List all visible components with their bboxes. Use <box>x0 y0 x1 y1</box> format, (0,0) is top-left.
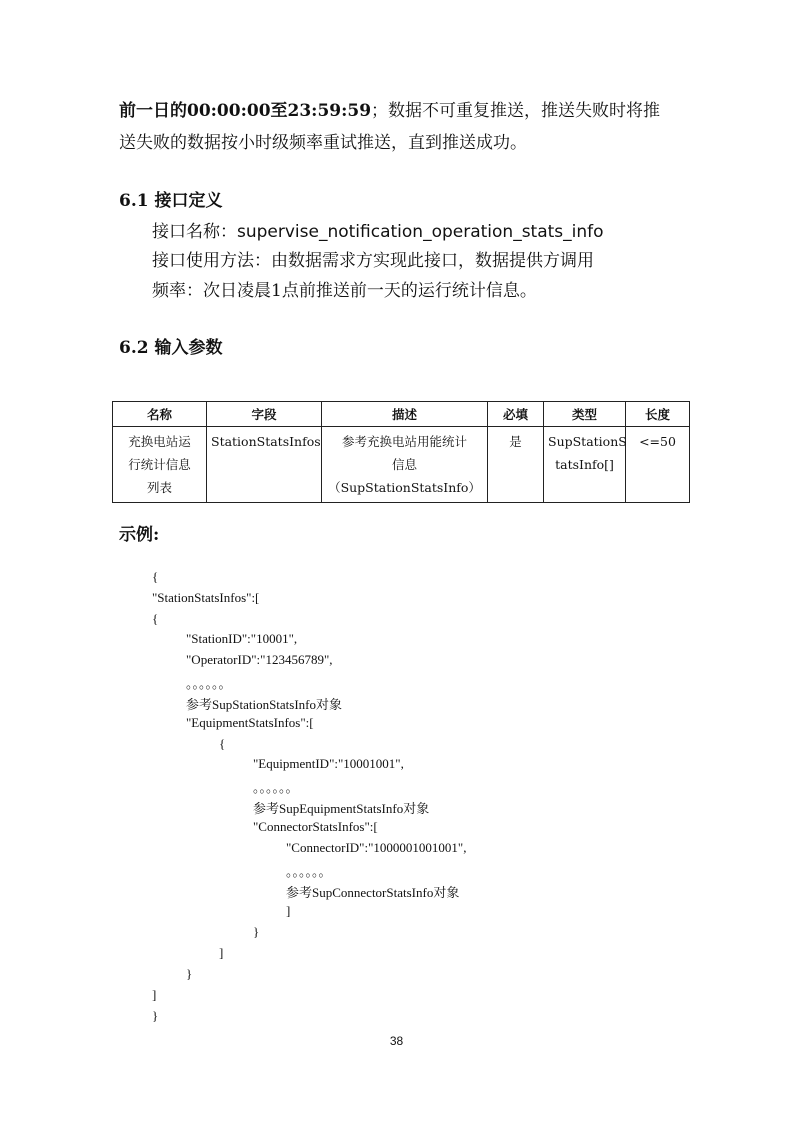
header-required: 必填 <box>488 402 544 427</box>
section-6-1-heading: 6.1 接口定义 <box>119 191 223 211</box>
cell-field: StationStatsInfos <box>207 427 322 503</box>
code-line: 参考SupStationStatsInfo对象 <box>186 697 343 712</box>
code-line: "ConnectorStatsInfos":[ <box>253 819 378 834</box>
code-line: } <box>152 1008 159 1023</box>
cell-description <box>322 427 488 503</box>
code-line: { <box>152 569 159 584</box>
code-line: { <box>152 611 159 626</box>
cell-type-line-2: tatsInfo[] <box>555 457 614 472</box>
code-line: "OperatorID":"123456789", <box>186 652 333 667</box>
interface-name-label: 接口名称： <box>152 222 237 242</box>
code-line: 。。。。。。 <box>286 864 332 879</box>
table-header-row <box>113 402 690 427</box>
cell-name <box>113 427 207 503</box>
cell-desc-line-1: 参考充换电站用能统计 <box>341 434 467 449</box>
header-field: 字段 <box>207 402 322 427</box>
code-line: } <box>253 924 260 939</box>
code-line: 参考SupConnectorStatsInfo对象 <box>286 885 460 900</box>
intro-line-1 <box>119 96 660 121</box>
code-line: 参考SupEquipmentStatsInfo对象 <box>253 801 430 816</box>
intro-line-2: 送失败的数据按小时级频率重试推送，直到推送成功。 <box>119 133 527 153</box>
interface-usage-line: 接口使用方法：由数据需求方实现此接口，数据提供方调用 <box>152 251 594 271</box>
cell-type-line-1: SupStationS <box>548 434 627 449</box>
header-type: 类型 <box>544 402 626 427</box>
code-line: ] <box>152 987 157 1002</box>
code-line: "StationID":"10001", <box>186 631 298 646</box>
cell-type <box>544 427 626 503</box>
intro-bold-range: 前一日的00:00:00至23:59:59 <box>119 101 372 121</box>
code-line: "ConnectorID":"1000001001001", <box>286 840 467 855</box>
page-number: 38 <box>389 1034 404 1048</box>
code-line: "StationStatsInfos":[ <box>152 590 260 605</box>
header-name: 名称 <box>113 402 207 427</box>
cell-length: <=50 <box>626 427 690 503</box>
header-length: 长度 <box>626 402 690 427</box>
cell-name-line-2: 行统计信息 <box>128 457 191 472</box>
cell-name-line-1: 充换电站运 <box>128 434 191 449</box>
input-params-table <box>112 401 690 503</box>
code-line: ] <box>286 903 291 918</box>
code-line: 。。。。。。 <box>253 780 299 795</box>
interface-frequency-line: 频率：次日凌晨1点前推送前一天的运行统计信息。 <box>152 281 537 301</box>
example-label: 示例: <box>119 525 160 545</box>
interface-name-value: supervise_notification_operation_stats_info <box>237 222 604 242</box>
cell-desc-line-2: 信息 <box>391 457 417 472</box>
interface-name-line <box>152 217 604 242</box>
code-line: 。。。。。。 <box>186 676 232 691</box>
code-line: "EquipmentID":"10001001", <box>253 756 404 771</box>
header-description: 描述 <box>322 402 488 427</box>
cell-required: 是 <box>488 427 544 503</box>
code-line: ] <box>219 945 224 960</box>
cell-desc-line-3: （SupStationStatsInfo） <box>328 480 481 495</box>
intro-line-1-rest: ；数据不可重复推送，推送失败时将推 <box>371 101 661 121</box>
code-line: } <box>186 966 193 981</box>
code-line: { <box>219 736 226 751</box>
code-line: "EquipmentStatsInfos":[ <box>186 715 314 730</box>
table-row <box>113 427 690 503</box>
cell-name-line-3: 列表 <box>146 480 172 495</box>
section-6-2-heading: 6.2 输入参数 <box>119 338 223 358</box>
